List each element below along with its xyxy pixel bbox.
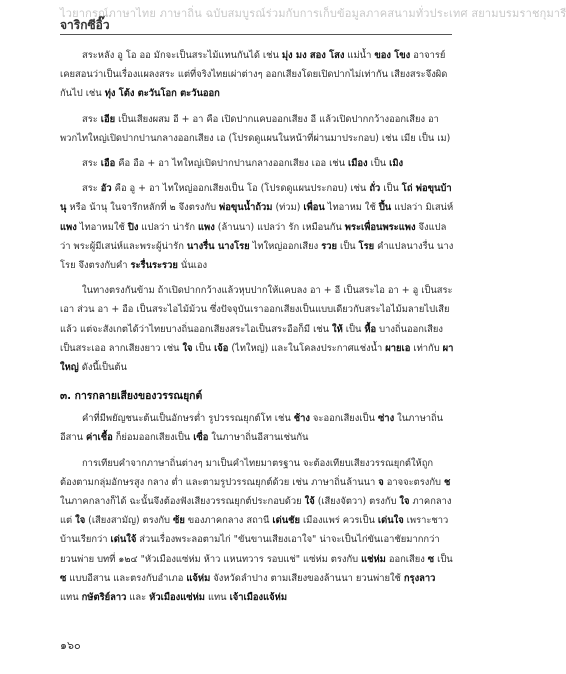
paragraph-text: แม่น้ำ — [344, 50, 375, 61]
bold-term: ให้ — [332, 323, 343, 335]
bold-term: เอีย — [100, 113, 116, 125]
paragraph-text: จะออกเสียงเป็น — [309, 413, 378, 425]
paragraph-text: (ล้านนา) แปลว่า รัก เหมือนกัน — [214, 221, 345, 233]
paragraph-text: เป็น — [337, 240, 359, 252]
bold-term: เอือ — [100, 158, 116, 170]
chapter-label: จาริกซีอิ๊ว — [60, 18, 110, 32]
paragraph-text: คือ อู + อา ไทใหญ่ออกเสียงเป็น โอ (โปรดดูแผนประกอบ) เช่น — [111, 183, 370, 195]
bold-term: ใจ้ — [304, 496, 315, 508]
bold-term: อัว — [100, 183, 112, 195]
bold-term: ใจ — [399, 496, 410, 508]
bold-term: นางรื่น นางโรย — [186, 240, 250, 252]
paragraph-text: (ท่วม) — [272, 202, 304, 214]
bold-term: ของ โขง — [374, 50, 411, 61]
section-heading: ๓. การกลายเสียงของวรรณยุกต์ — [60, 390, 203, 403]
bold-term: เด่นชัย — [272, 515, 300, 527]
paragraph — [60, 154, 456, 173]
bold-term: ช้าง — [293, 413, 310, 425]
paragraph-text: การเทียบคำจากภาษาถิ่นต่างๆ มาเป็นคำไทยมาตรฐาน จะต้องเทียบเสียงวรรณยุกต์ให้ถูกต้องตามกลุ่มอักษรสูง กลาง ต่ำ และตามรูปวรรณยุกต์ด้วย เช่น ภาษาถิ่นล้านนา — [60, 457, 434, 488]
bold-term: ปิง — [127, 221, 139, 233]
bold-term: แพง — [198, 221, 215, 233]
paragraph-text: เป็น — [367, 158, 390, 170]
running-title: ไวยากรณ์ภาษาไทย ภาษาถิ่น ฉบับสมบูรณ์ร่วมกับการเก็บข้อมูลภาคสนามทั่วประเทศ สยามบรมราชกุมารี — [60, 7, 566, 20]
bold-term: ซ่าง — [377, 413, 395, 425]
paragraph-text: สระ — [82, 183, 101, 195]
bold-term: พ่อขุนน้ำถ้วม — [219, 202, 273, 214]
paragraph-text: ส่วนเรื่องพระลอตามไก่ "ขันขานเสียงเอาใจ" น่าจะเป็นไก่ขันเอาชัยมากกว่า ยวนพ่าย บทที่ ๑๒๔ "หัวเมืองแซ่ห่ม ห้าว แหนทวาร รอบแช่" แซ่ห่ม ตรงกับ — [60, 534, 440, 565]
bold-term: หัวเมืองแซ่ห่ม — [149, 592, 205, 604]
paragraph — [60, 409, 456, 447]
page-header — [0, 0, 566, 40]
paragraph-text: เมืองแพร่ ควรเป็น — [299, 515, 378, 527]
bold-term: ถั่ว — [369, 183, 381, 195]
paragraph-text: สระ — [82, 158, 101, 170]
bold-term: แช่ห่ม — [361, 553, 386, 565]
paragraph-text: คือ อือ + อา ไทใหญ่เปิดปากปานกลางออกเสียง เออ เช่น — [115, 158, 349, 170]
paragraph-text: แทน — [204, 592, 230, 604]
paragraph-text: สระ — [82, 113, 101, 125]
paragraph — [60, 110, 456, 148]
paragraph-text: ในภาคกลางก็ได้ ฉะนั้นจึงต้องฟังเสียงวรรณยุกต์ประกอบด้วย — [60, 496, 305, 508]
paragraph-text: คำที่มีพยัญชนะต้นเป็นอักษรต่ำ รูปวรรณยุกต์โท เช่น — [82, 413, 294, 425]
paragraph-text: ในภาษาถิ่นอีสาน — [60, 413, 444, 444]
paragraph-text: ไทอาหม ใช้ — [324, 202, 379, 214]
paragraph-text: จึงแปลว่า พระผู้มีเสน่ห์และพระผู้น่ารัก — [60, 221, 447, 252]
bold-term: ผายเอ — [385, 342, 411, 354]
paragraph-text: และ — [126, 592, 150, 604]
bold-term: ผาใหญ่ — [60, 342, 454, 374]
page-body — [60, 46, 456, 613]
section-paragraphs — [60, 409, 456, 607]
paragraph-text: ออกเสียง — [385, 553, 428, 565]
bold-term: เซื่อ — [193, 432, 209, 444]
bold-term: ปึ้น — [378, 202, 392, 214]
bold-term: ช — [443, 476, 451, 488]
paragraph-text: แบบอีสาน และตรงกับอำเภอ — [66, 572, 187, 584]
bold-term: แจ้ห่ม — [186, 572, 211, 584]
bold-term: กรุงลาว — [403, 572, 436, 584]
paragraph-text: ในทางตรงกันข้าม ถ้าเปิดปากกว้างแล้วหุบปากให้แคบลง อา + อี เป็นสระไอ อา + อู เป็นสระเอา ส่วน อา + อือ เป็นสระไอไม้ม้วน ซึ่งปัจจุบันเราออกเสียงเป็นแบบเดียวกับสระไอไม้มลายไปเสียแล้ว แต่จะสังเกตได้ว่าไทยบางถิ่นออกเสียงสระไอเป็นสระอือก็มี เช่น — [60, 285, 453, 335]
bold-term: เมิง — [389, 158, 404, 170]
bold-term: เด่นใจ — [377, 515, 404, 527]
paragraph-text: คำแปลนางรื่น นางโรย จึงตรงกับคำ — [60, 240, 454, 272]
bold-term: ทุ่ง โต้ง ตะวันโอก ตะวันออก — [104, 88, 220, 100]
bold-term: ซ้ย — [172, 515, 185, 527]
bold-term: เมือง — [348, 158, 368, 170]
paragraph-text: (เสียงจัตวา) ตรงกับ — [314, 496, 400, 508]
bold-term: เด่นใจ้ — [110, 534, 137, 546]
bold-term: พระเพื่อนพระแพง — [344, 221, 416, 233]
paragraph-text: ภาคกลาง แต่ — [60, 496, 452, 527]
paragraph-text: นั่นเอง — [177, 260, 208, 272]
paragraph-text: ในภาษาถิ่นอีสานเช่นกัน — [208, 432, 309, 444]
bold-term: เพื่อน — [303, 202, 325, 214]
bold-term: ใจ — [75, 515, 86, 527]
paragraph-text: อาจารย์เคยสอนว่าเป็นเรื่องแผลงสระ แต่ที่จริงไทยเผ่าต่างๆ ออกเสียงโดยเปิดปากไม่เท่ากัน เสียงสระจึงผิดกันไป เช่น — [60, 50, 448, 100]
paragraph — [60, 179, 456, 275]
bold-term: ซ — [427, 553, 435, 565]
paragraph-text: เพราะชาวบ้านเรียกว่า — [60, 515, 449, 546]
bold-term: จ — [378, 476, 384, 488]
bold-term: เจ้าเมืองแจ้ห่ม — [229, 592, 288, 604]
paragraph-text: เป็น — [434, 553, 453, 565]
bold-term: โถ่ พ่อขุนบ้านุ — [60, 183, 452, 214]
paragraph-text: เป็น — [192, 342, 215, 354]
bold-term: มุ่ง มง สอง โสง — [281, 50, 345, 61]
bold-term: โรย — [358, 240, 375, 252]
paragraph-text: สระหลัง อู โอ ออ มักจะเป็นสระไม้แทนกันได้ เช่น — [82, 50, 282, 61]
paragraph-text: จังหวัดลำปาง ตามเสียงของล้านนา ยวนพ่ายใช้ — [210, 572, 404, 584]
bold-term: หื้อ — [364, 323, 377, 335]
paragraph-text: ไทอาหมใช้ — [76, 221, 128, 233]
paragraph-text: หรือ น้านุ ในจารึกหลักที่ ๒ จึงตรงกับ — [66, 202, 220, 214]
paragraph-text: (เสียงสามัญ) ตรงกับ — [85, 515, 173, 527]
paragraph — [60, 46, 456, 104]
paragraph-text: ก็ย่อมออกเสียงเป็น — [112, 432, 194, 444]
paragraph-text: (ไทใหญ่) และในโคลงประกาศแช่งน้ำ — [228, 342, 386, 354]
paragraph-text: แปลว่า มิเสน่ห์ — [391, 202, 454, 214]
paragraph — [60, 281, 456, 377]
page-number: ๑๖๐ — [60, 639, 81, 652]
paragraph-text: ของภาคกลาง สถานี — [184, 515, 273, 527]
paragraph-text: แปลว่า น่ารัก — [138, 221, 198, 233]
bold-term: กษัตริย์ลาว — [81, 592, 127, 604]
header-divider — [60, 34, 452, 35]
paragraph-text: เป็นเสียงผสม อี + อา คือ เปิดปากแคบออกเสียง อี แล้วเปิดปากกว้างออกเสียง อา พวกไทใหญ่เปิดปากปานกลางออกเสียง เอ (โปรดดูแผนในหน้าที่ผ่านมาประกอบ) เช่น เมีย เป็น เม) — [60, 113, 451, 144]
bold-term: ระรื่นระรวย — [130, 260, 178, 272]
paragraph-text: เท่ากับ — [410, 342, 443, 354]
bold-term: เจ้อ — [214, 342, 229, 354]
bold-term: รวย — [321, 240, 338, 252]
bold-term: ใจ — [182, 342, 193, 354]
paragraph-text: บางถิ่นออกเสียงเป็นสระเออ ลากเสียงยาว เช่น — [60, 323, 443, 354]
paragraph-text: อาจจะตรงกับ — [383, 476, 444, 488]
bold-term: ค่าเชื้อ — [86, 432, 113, 444]
paragraph-text: ดังนี้เป็นต้น — [78, 362, 127, 374]
paragraph-text: แทน — [60, 592, 82, 604]
body-paragraphs — [60, 46, 456, 377]
paragraph — [60, 454, 456, 608]
paragraph-text: เป็น — [342, 323, 365, 335]
bold-term: แพง — [60, 221, 77, 233]
paragraph-text: เป็น — [380, 183, 402, 195]
bold-term: ซ — [60, 572, 67, 584]
paragraph-text: ไทใหญ่ออกเสียง — [249, 240, 322, 252]
